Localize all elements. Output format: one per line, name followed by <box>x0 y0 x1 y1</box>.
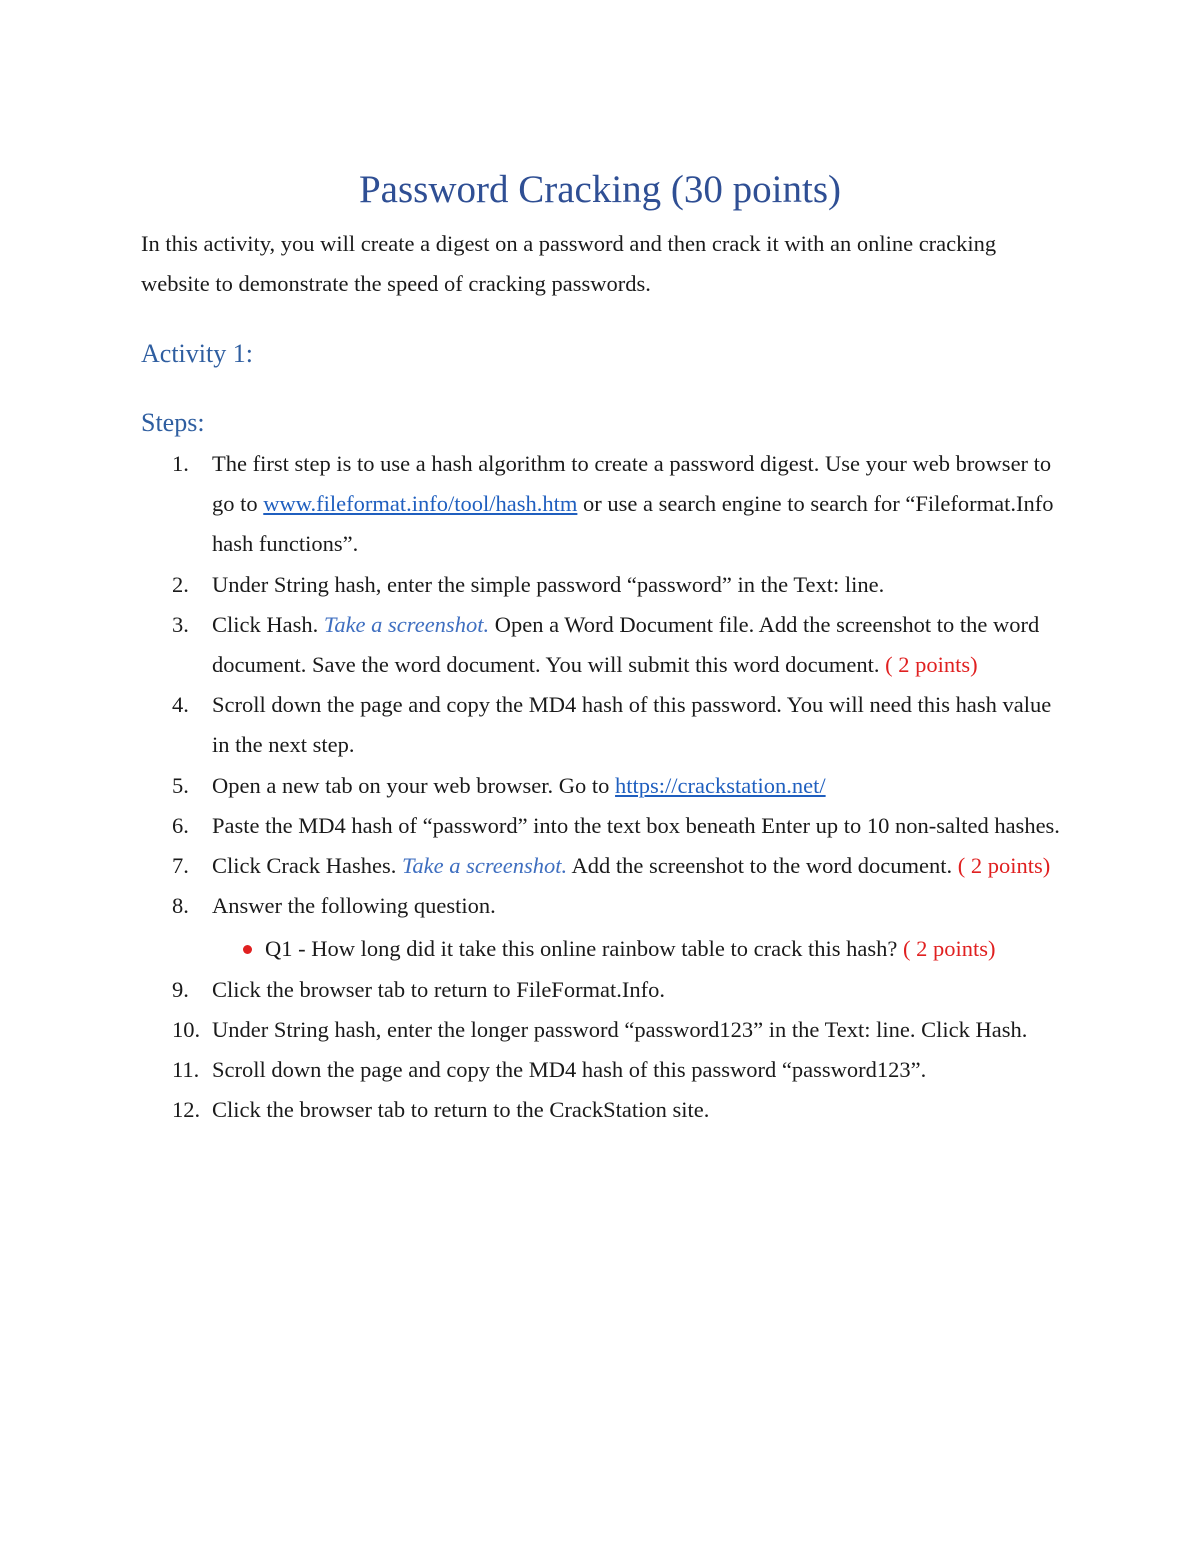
crackstation-link[interactable]: https://crackstation.net/ <box>615 772 826 798</box>
step-text: Click the browser tab to return to the CrackStation site. <box>212 1097 710 1123</box>
step-text: Answer the following question. <box>212 893 496 919</box>
points-label: ( 2 points) <box>885 652 978 678</box>
question-text: Q1 - How long did it take this online rainbow table to crack this hash? <box>265 936 903 962</box>
step-text: Scroll down the page and copy the MD4 hash of this password “password123”. <box>212 1057 927 1083</box>
step-8 <box>141 886 1071 969</box>
points-label: ( 2 points) <box>957 853 1051 879</box>
step-text: Under String hash, enter the longer password “password123” in the Text: line. Click Hash. <box>212 1016 1028 1042</box>
step-number: 8. <box>172 893 189 919</box>
step-number: 2. <box>172 571 189 597</box>
step-text: Click Hash. <box>212 611 324 637</box>
page-title: Password Cracking (30 points) <box>358 168 842 211</box>
step-3 <box>141 605 1071 685</box>
step-text: Scroll down the page and copy the MD4 hash of this password. You will need this hash value in the next step. <box>212 692 1052 758</box>
step-number: 7. <box>172 853 189 879</box>
screenshot-instruction: Take a screenshot. <box>323 611 490 637</box>
points-label: ( 2 points) <box>903 936 996 962</box>
screenshot-instruction: Take a screenshot. <box>401 853 568 879</box>
step-text-continued: Open a Word Document file. Add the screenshot to the word document. Save the word document. You will submit this word document. <box>212 611 1040 678</box>
step-text-continued: or use a search engine to search for “Fileformat.Info hash functions”. <box>212 491 1054 557</box>
fileformat-link[interactable]: www.fileformat.info/tool/hash.htm <box>263 491 578 517</box>
step-text: Paste the MD4 hash of “password” into the text box beneath Enter up to 10 non-salted hashes. <box>212 812 1060 838</box>
step-number: 5. <box>172 772 189 798</box>
step-number: 1. <box>172 451 189 476</box>
step-4 <box>141 685 1071 765</box>
step-text: Click the browser tab to return to FileFormat.Info. <box>212 976 666 1002</box>
steps-list <box>141 444 1071 1130</box>
step-5 <box>141 766 1071 806</box>
step-number: 3. <box>172 611 189 637</box>
step-11 <box>141 1050 1071 1090</box>
step-text: Under String hash, enter the simple password “password” in the Text: line. <box>212 571 885 597</box>
intro-paragraph: In this activity, you will create a digest on a password and then crack it with an online cracking website to demonstrate the speed of cracking passwords. <box>141 231 997 296</box>
step-1 <box>141 444 1071 565</box>
step-text-continued: Add the screenshot to the word document. <box>567 853 958 879</box>
step-number: 12. <box>172 1097 201 1123</box>
step-text: Click Crack Hashes. <box>212 853 402 879</box>
step-number: 10. <box>172 1016 201 1042</box>
step-text: The first step is to use a hash algorithm to create a password digest. Use your web browser to go to <box>212 451 1052 517</box>
question-list <box>212 929 1071 969</box>
step-12 <box>141 1090 1071 1130</box>
steps-heading: Steps: <box>141 408 205 437</box>
activity-heading: Activity 1: <box>141 339 253 368</box>
question-q1 <box>212 929 1071 969</box>
step-text: Open a new tab on your web browser. Go to <box>212 772 616 798</box>
step-number: 9. <box>172 976 189 1002</box>
step-6 <box>141 806 1071 846</box>
red-bullet-icon <box>243 945 252 954</box>
step-7 <box>141 846 1071 886</box>
step-2 <box>141 565 1071 605</box>
step-number: 4. <box>172 692 189 718</box>
step-10 <box>141 1010 1071 1050</box>
step-number: 11. <box>172 1057 200 1083</box>
step-number: 6. <box>172 812 189 838</box>
step-9 <box>141 970 1071 1010</box>
